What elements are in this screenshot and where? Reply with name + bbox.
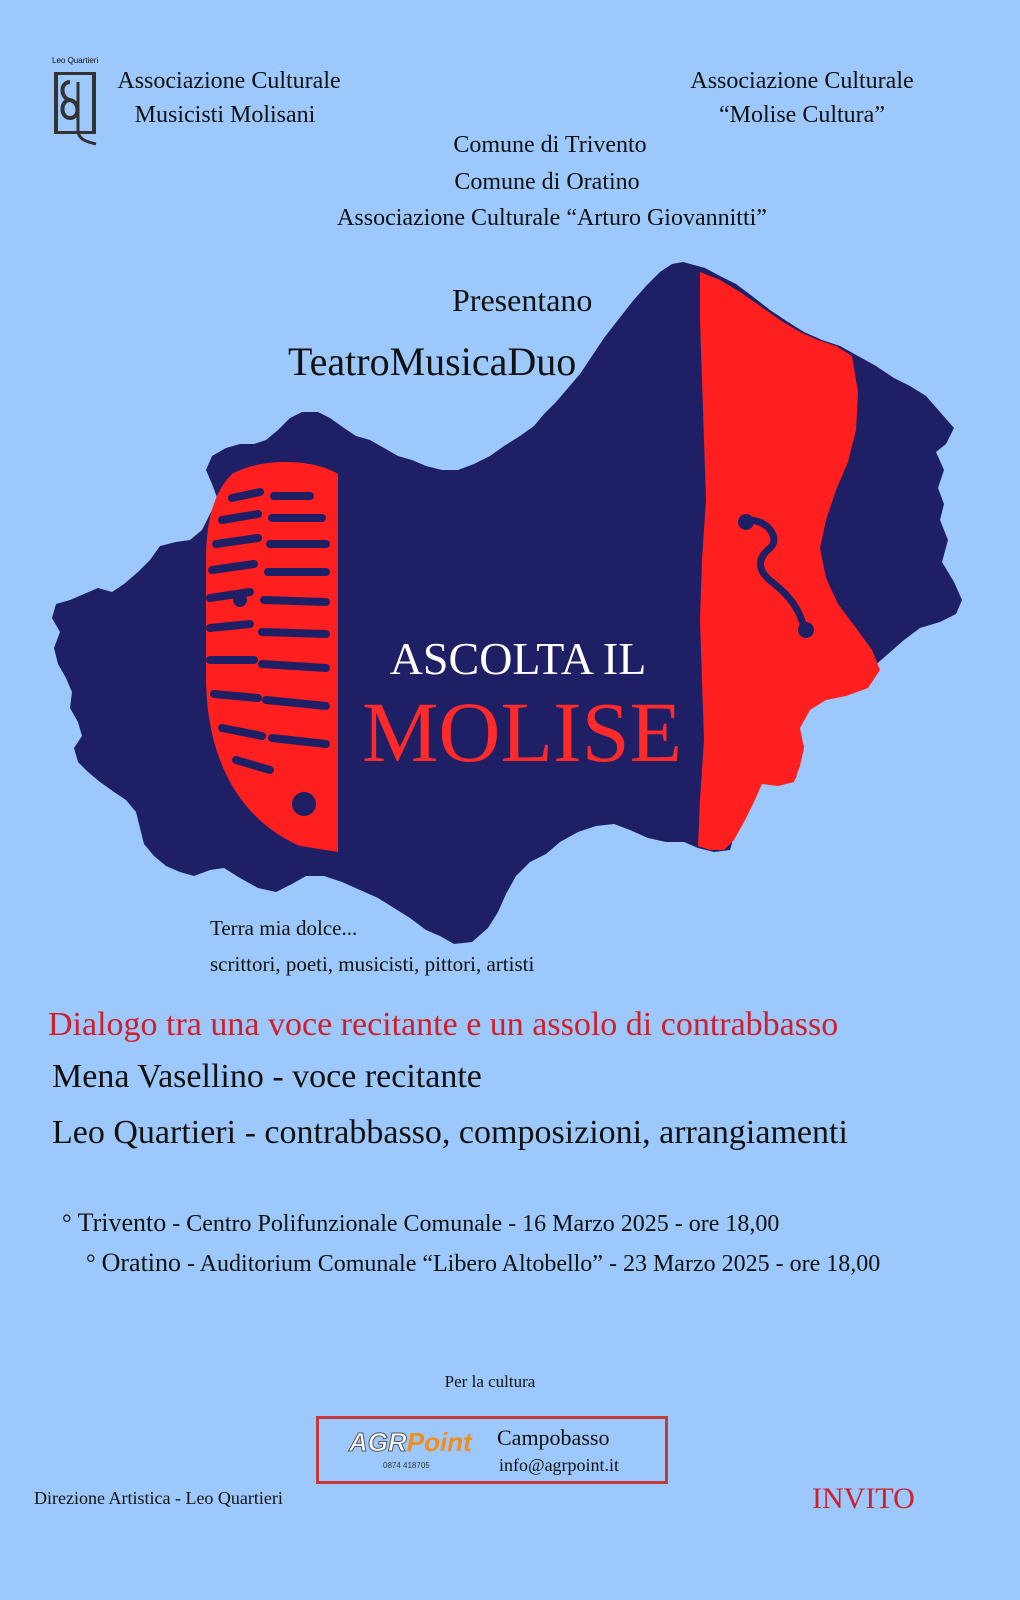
artistic-direction: Direzione Artistica - Leo Quartieri — [34, 1488, 283, 1508]
left-org-line2: Musicisti Molisani — [134, 102, 316, 128]
program-subtitle: Dialogo tra una voce recitante e un assolo di contrabbasso — [48, 1006, 839, 1043]
f-hole-top-dot — [738, 514, 754, 530]
event-city: Trivento — [77, 1208, 167, 1237]
presentano: Presentano — [452, 282, 593, 318]
event-trivento — [62, 1208, 779, 1238]
performer-2: Leo Quartieri - contrabbasso, composizioni, arrangiamenti — [52, 1114, 848, 1151]
event-details: - Centro Polifunzionale Comunale - 16 Marzo 2025 - ore 18,00 — [166, 1211, 780, 1237]
sponsor-phone: 0874 418705 — [383, 1461, 430, 1470]
sponsor-brand-b: Point — [406, 1427, 472, 1457]
invito-label: INVITO — [812, 1482, 915, 1515]
sponsor-logo — [349, 1427, 472, 1458]
event-bullet: ° — [86, 1251, 96, 1277]
title-line1: ASCOLTA IL — [389, 633, 647, 684]
right-org-line2: “Molise Cultura” — [719, 102, 885, 128]
center-line-1: Comune di Trivento — [453, 132, 647, 158]
sponsor-email: info@agrpoint.it — [499, 1455, 620, 1475]
sponsor-city: Campobasso — [497, 1425, 610, 1450]
left-org-line1: Associazione Culturale — [117, 68, 341, 94]
tagline-line1: Terra mia dolce... — [210, 916, 358, 940]
event-details: - Auditorium Comunale “Libero Altobello” - 23 Marzo 2025 - ore 18,00 — [181, 1251, 881, 1277]
title-line2: MOLISE — [361, 684, 683, 780]
sponsor-box — [316, 1416, 668, 1484]
right-org-line1: Associazione Culturale — [690, 68, 914, 94]
event-bullet: ° — [62, 1211, 72, 1237]
center-line-3: Associazione Culturale “Arturo Giovannitti” — [337, 205, 767, 231]
tagline-line2: scrittori, poeti, musicisti, pittori, artisti — [210, 952, 535, 976]
performer-1: Mena Vasellino - voce recitante — [52, 1058, 482, 1095]
sponsor-label: Per la cultura — [444, 1372, 536, 1391]
logo-caption: Leo Quartieri — [52, 56, 99, 65]
f-hole-bottom-dot — [798, 622, 814, 638]
event-oratino — [86, 1248, 880, 1278]
ensemble-name: TeatroMusicaDuo — [288, 339, 577, 384]
event-city: Oratino — [101, 1248, 182, 1277]
sponsor-brand-a: AGR — [349, 1427, 407, 1457]
center-line-2: Comune di Oratino — [454, 169, 640, 195]
